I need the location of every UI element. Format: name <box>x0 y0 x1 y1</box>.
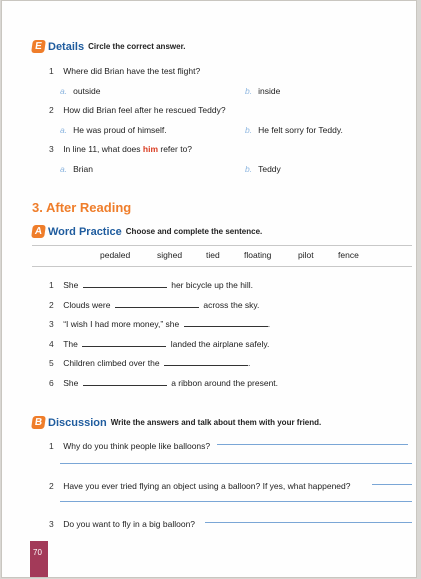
answer-blank[interactable] <box>115 298 199 308</box>
details-instruction: Circle the correct answer. <box>88 42 186 52</box>
page-number: 70 <box>33 548 42 557</box>
section-badge-b: B <box>31 416 46 429</box>
word-bank-item: floating <box>244 250 272 260</box>
discussion-header <box>32 414 321 432</box>
word-practice-header <box>32 223 262 241</box>
highlight-word: him <box>142 144 159 154</box>
question-2: 2 How did Brian feel after he rescued Teddy? <box>49 105 226 115</box>
option-1b[interactable]: b. inside <box>245 86 281 96</box>
answer-blank[interactable] <box>83 278 167 288</box>
discussion-title: Discussion <box>48 416 107 429</box>
sentence-3: 3 “I wish I had more money,” she . <box>49 319 271 329</box>
sentence-5: 5 Children climbed over the . <box>49 358 251 368</box>
section-badge-a: A <box>31 225 46 238</box>
details-title: Details <box>48 40 85 53</box>
workbook-page <box>2 1 416 577</box>
after-reading-heading: 3. After Reading <box>32 200 132 215</box>
details-header <box>32 38 185 56</box>
sentence-2: 2 Clouds were across the sky. <box>49 300 260 310</box>
discussion-instruction: Write the answers and talk about them with your friend. <box>110 418 322 428</box>
word-bank-item: sighed <box>157 250 183 260</box>
sentence-4: 4 The landed the airplane safely. <box>49 339 270 349</box>
page-number-strip <box>30 541 48 577</box>
option-2b[interactable]: b. He felt sorry for Teddy. <box>245 125 343 135</box>
word-bank-item: pedaled <box>100 250 131 260</box>
word-bank <box>32 245 412 267</box>
answer-line[interactable] <box>217 444 408 445</box>
answer-blank[interactable] <box>82 337 166 347</box>
option-3a[interactable]: a. Brian <box>60 164 93 174</box>
word-practice-instruction: Choose and complete the sentence. <box>125 227 263 237</box>
option-2a[interactable]: a. He was proud of himself. <box>60 125 167 135</box>
option-3b[interactable]: b. Teddy <box>245 164 281 174</box>
word-bank-item: fence <box>338 250 359 260</box>
discussion-question-1: 1 Why do you think people like balloons? <box>49 441 211 451</box>
discussion-question-2: 2 Have you ever tried flying an object using a balloon? If yes, what happened? <box>49 481 351 491</box>
option-1a[interactable]: a. outside <box>60 86 101 96</box>
section-badge-e: E <box>31 40 46 53</box>
question-1: 1 Where did Brian have the test flight? <box>49 66 201 76</box>
answer-line[interactable] <box>205 522 412 523</box>
answer-line[interactable] <box>60 501 412 502</box>
word-bank-item: tied <box>206 250 220 260</box>
question-3: 3 In line 11, what does him refer to? <box>49 144 193 154</box>
discussion-question-3: 3 Do you want to fly in a big balloon? <box>49 519 196 529</box>
word-bank-item: pilot <box>298 250 314 260</box>
sentence-6: 6 She a ribbon around the present. <box>49 378 279 388</box>
word-practice-title: Word Practice <box>48 225 122 238</box>
answer-line[interactable] <box>60 463 412 464</box>
answer-blank[interactable] <box>83 376 167 386</box>
answer-blank[interactable] <box>164 356 248 366</box>
sentence-1: 1 She her bicycle up the hill. <box>49 280 253 290</box>
answer-blank[interactable] <box>184 317 268 327</box>
answer-line[interactable] <box>372 484 412 485</box>
